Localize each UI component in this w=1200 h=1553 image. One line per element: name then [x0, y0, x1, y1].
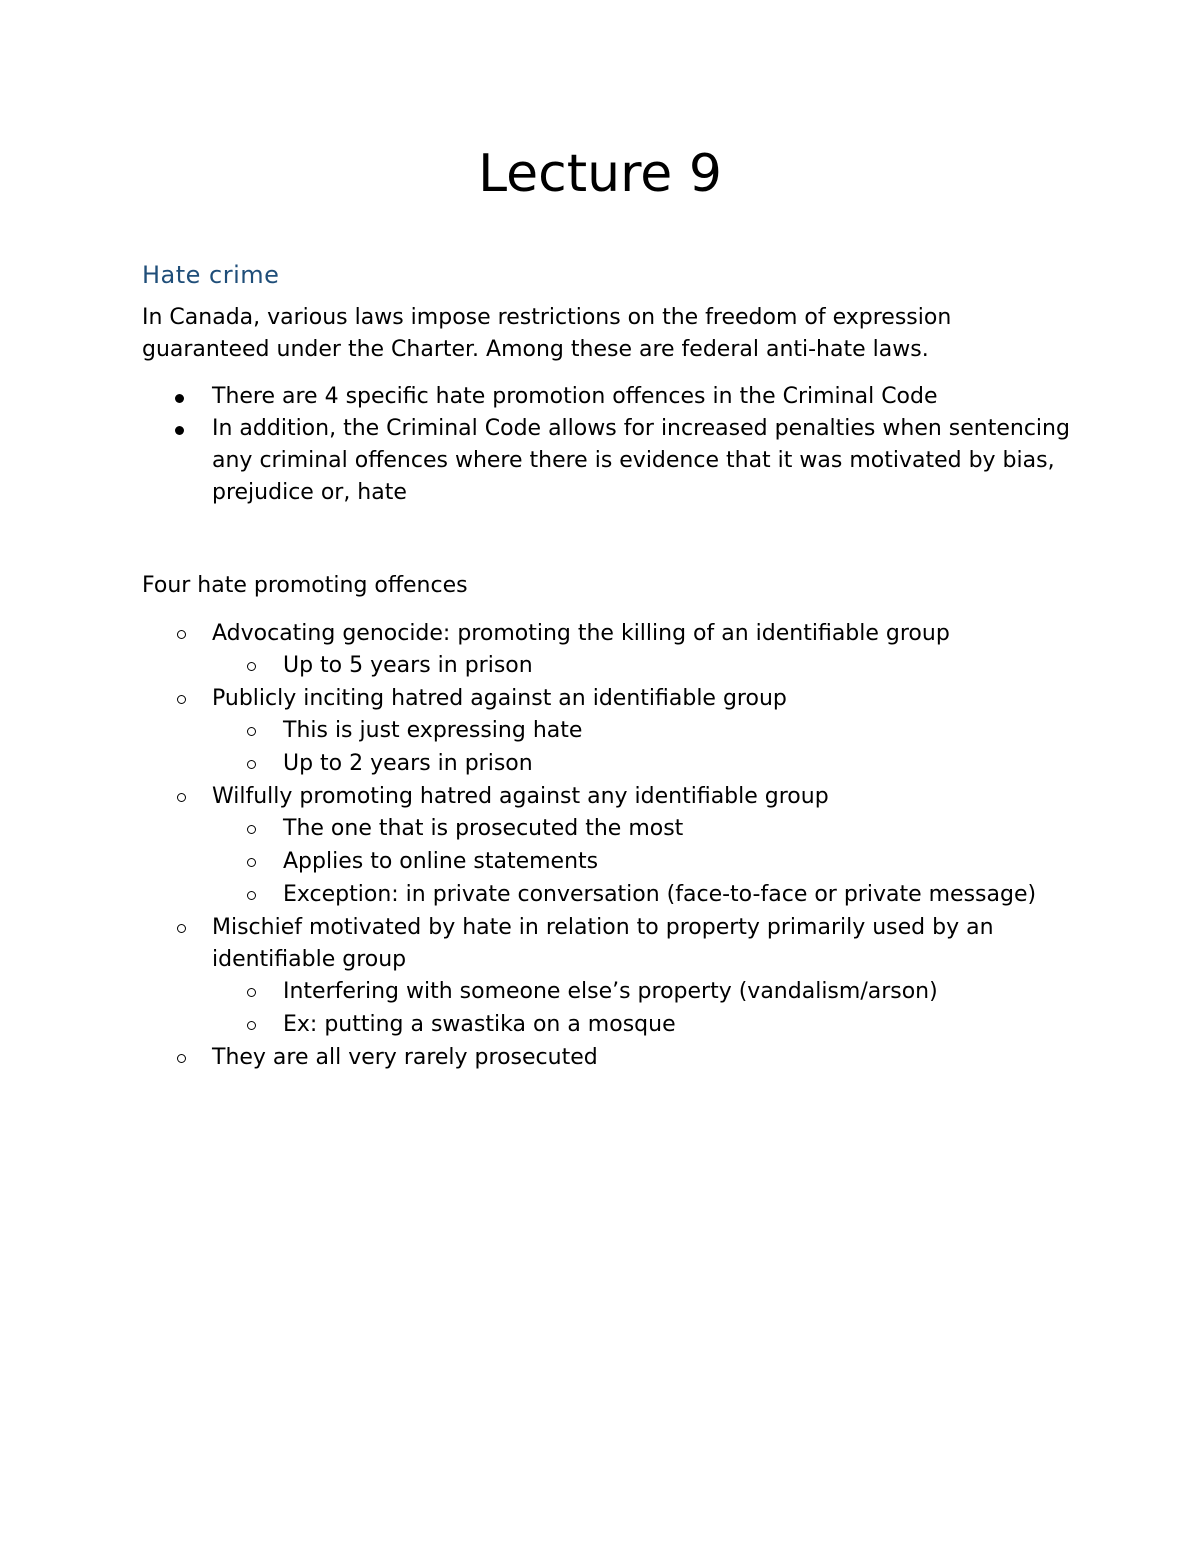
offences-list [142, 618, 1072, 1075]
bullet-icon [175, 394, 184, 403]
circle-bullet-icon [247, 988, 256, 997]
offence-subitem-text: Applies to online statements [283, 849, 599, 874]
offence-subitem-text: Exception: in private conversation (face-to-face or private message) [283, 882, 1037, 907]
section-heading: Hate crime [142, 261, 280, 289]
circle-bullet-icon [247, 727, 256, 736]
offence-subitem [212, 846, 1072, 878]
offence-subitem-text: Up to 5 years in prison [283, 653, 533, 678]
offence-item [142, 912, 1072, 1041]
bullet-icon [175, 426, 184, 435]
circle-bullet-icon [177, 793, 186, 802]
intro-paragraph: In Canada, various laws impose restrictions on the freedom of expression guaranteed under the Charter. Among these are federal anti-hate laws. [142, 305, 952, 362]
offence-subitem-text: The one that is prosecuted the most [283, 816, 684, 841]
offence-item [142, 683, 1072, 780]
offence-sublist [212, 650, 1072, 682]
circle-bullet-icon [247, 662, 256, 671]
bullet-text: There are 4 specific hate promotion offences in the Criminal Code [212, 384, 938, 409]
circle-bullet-icon [177, 924, 186, 933]
offence-text: Wilfully promoting hatred against any identifiable group [212, 784, 829, 809]
offence-subitem-text: Interfering with someone else’s property (vandalism/arson) [283, 979, 938, 1004]
offence-item [142, 781, 1072, 911]
offence-sublist [212, 976, 1072, 1041]
offence-text: Mischief motivated by hate in relation to property primarily used by an identifiable group [212, 915, 994, 972]
circle-bullet-icon [247, 1021, 256, 1030]
offence-text: They are all very rarely prosecuted [212, 1045, 598, 1070]
offence-subitem [212, 813, 1072, 845]
bullet-list [142, 381, 1072, 509]
circle-bullet-icon [177, 695, 186, 704]
circle-bullet-icon [247, 760, 256, 769]
document-title: Lecture 9 [478, 144, 722, 204]
offence-sublist [212, 715, 1072, 780]
offence-subitem [212, 650, 1072, 682]
offence-subitem [212, 1009, 1072, 1041]
offence-subitem-text: Ex: putting a swastika on a mosque [283, 1012, 676, 1037]
offence-sublist [212, 813, 1072, 911]
offence-text: Advocating genocide: promoting the killing of an identifiable group [212, 621, 950, 646]
offence-subitem-text: This is just expressing hate [283, 718, 583, 743]
circle-bullet-icon [247, 891, 256, 900]
offence-subitem [212, 879, 1072, 911]
offence-item [142, 1042, 1072, 1074]
bullet-item [142, 381, 1072, 413]
offence-subitem [212, 976, 1072, 1008]
offence-subitem [212, 748, 1072, 780]
offences-heading: Four hate promoting offences [142, 573, 468, 598]
offence-subitem [212, 715, 1072, 747]
offence-subitem-text: Up to 2 years in prison [283, 751, 533, 776]
bullet-item [142, 413, 1072, 509]
circle-bullet-icon [247, 825, 256, 834]
circle-bullet-icon [177, 1054, 186, 1063]
offence-text: Publicly inciting hatred against an identifiable group [212, 686, 787, 711]
circle-bullet-icon [247, 858, 256, 867]
offence-item [142, 618, 1072, 682]
bullet-text: In addition, the Criminal Code allows for increased penalties when sentencing any criminal offences where there is evidence that it was motivated by bias, prejudice or, hate [212, 416, 1070, 505]
circle-bullet-icon [177, 630, 186, 639]
